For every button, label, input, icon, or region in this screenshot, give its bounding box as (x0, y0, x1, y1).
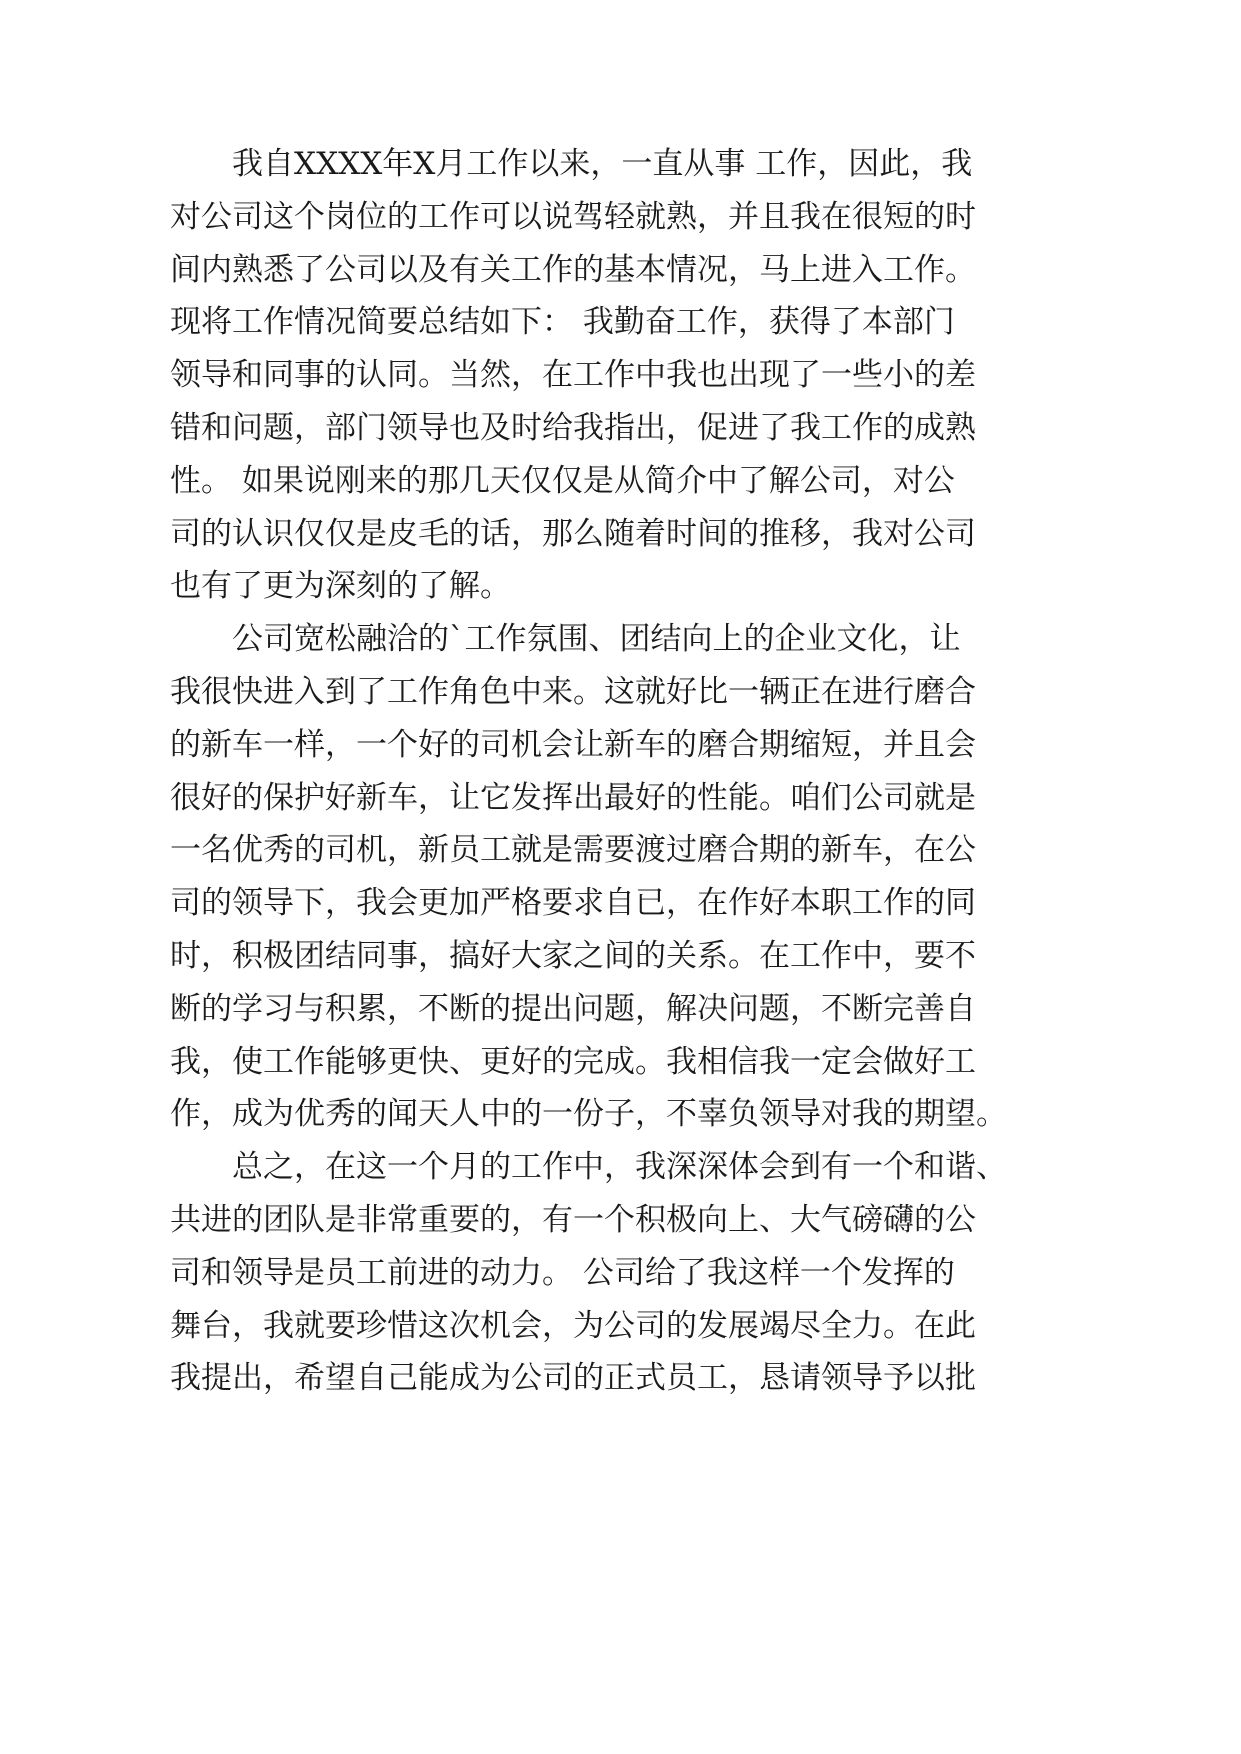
paragraph-3-line-5: 我提出，希望自己能成为公司的正式员工，恳请领导予以批 (170, 1360, 976, 1397)
paragraph-2-line-9: 我，使工作能够更快、更好的完成。我相信我一定会做好工 (170, 1043, 976, 1080)
paragraph-2-line-7: 时，积极团结同事，搞好大家之间的关系。在工作中，要不 (170, 937, 976, 974)
paragraph-1-line-8: 司的认识仅仅是皮毛的话，那么随着时间的推移，我对公司 (170, 515, 976, 552)
paragraph-1-line-9: 也有了更为深刻的了解。 (170, 568, 511, 605)
paragraph-2-line-8: 断的学习与积累，不断的提出问题，解决问题，不断完善自 (170, 990, 976, 1027)
paragraph-2-line-1: 公司宽松融洽的`工作氛围、团结向上的企业文化，让 (232, 621, 961, 658)
paragraph-2-line-10: 作，成为优秀的闻天人中的一份子，不辜负领导对我的期望。 (170, 1096, 1007, 1133)
paragraph-1-line-5: 领导和同事的认同。当然，在工作中我也出现了一些小的差 (170, 357, 976, 394)
paragraph-2-line-2: 我很快进入到了工作角色中来。这就好比一辆正在进行磨合 (170, 673, 976, 710)
paragraph-1-line-1: 我自XXXX年X月工作以来，一直从事 工作，因此，我 (232, 146, 973, 182)
paragraph-1-line-7: 性。 如果说刚来的那几天仅仅是从简介中了解公司，对公 (170, 462, 955, 499)
paragraph-3-line-4: 舞台，我就要珍惜这次机会，为公司的发展竭尽全力。在此 (170, 1307, 976, 1344)
paragraph-1-line-6: 错和问题，部门领导也及时给我指出，促进了我工作的成熟 (170, 409, 976, 446)
paragraph-1-line-4: 现将工作情况简要总结如下： 我勤奋工作，获得了本部门 (170, 304, 955, 341)
paragraph-2-line-5: 一名优秀的司机，新员工就是需要渡过磨合期的新车，在公 (170, 832, 976, 869)
paragraph-2-line-4: 很好的保护好新车，让它发挥出最好的性能。咱们公司就是 (170, 779, 976, 816)
paragraph-3-line-1: 总之，在这一个月的工作中，我深深体会到有一个和谐、 (232, 1149, 1007, 1186)
paragraph-1-line-3: 间内熟悉了公司以及有关工作的基本情况，马上进入工作。 (170, 251, 976, 288)
paragraph-3-line-2: 共进的团队是非常重要的，有一个积极向上、大气磅礴的公 (170, 1201, 976, 1238)
paragraph-3-line-3: 司和领导是员工前进的动力。 公司给了我这样一个发挥的 (170, 1254, 955, 1291)
paragraph-1-line-2: 对公司这个岗位的工作可以说驾轻就熟，并且我在很短的时 (170, 198, 976, 235)
paragraph-2-line-3: 的新车一样，一个好的司机会让新车的磨合期缩短，并且会 (170, 726, 976, 763)
paragraph-2-line-6: 司的领导下，我会更加严格要求自已，在作好本职工作的同 (170, 885, 976, 922)
document-body (170, 138, 1007, 1405)
